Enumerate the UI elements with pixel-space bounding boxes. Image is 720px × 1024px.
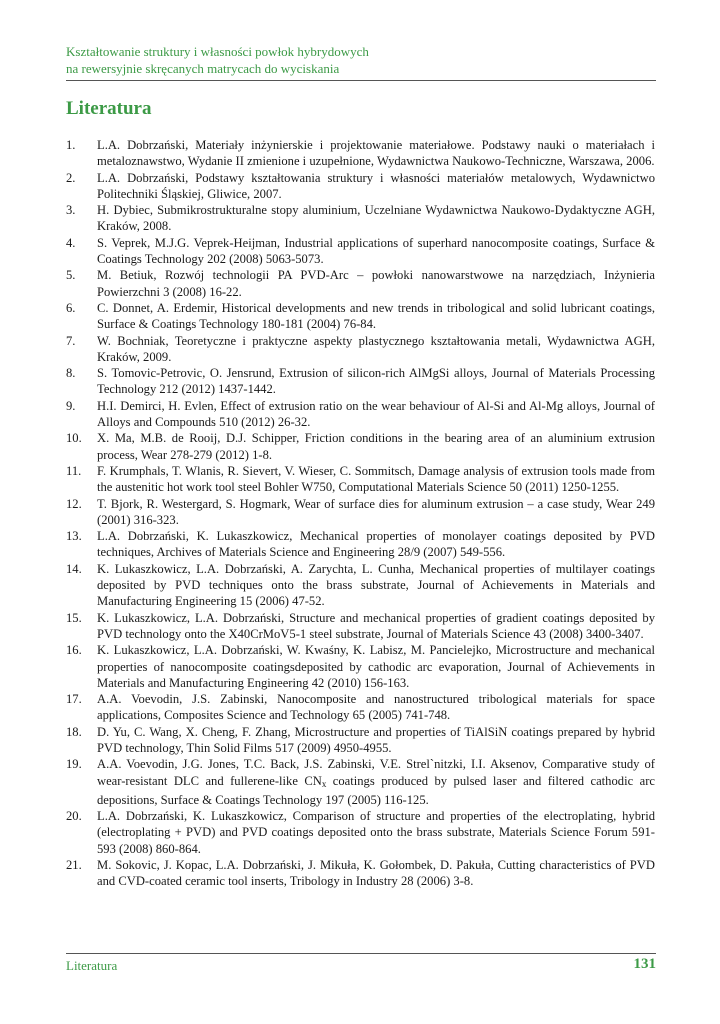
reference-text-part: A.A. Voevodin, J.G. Jones, T.C. Back, J.S. Zabinski, V.E. Strel`nitzki, I.I. Aksenov, Comparative study of wear-resistant DLC and fullerene-like CN bbox=[97, 757, 655, 788]
reference-item bbox=[66, 235, 655, 268]
reference-text: K. Lukaszkowicz, L.A. Dobrzański, Structure and mechanical properties of gradient coatings deposited by PVD technology onto the X40CrMoV5-1 steel substrate, Journal of Materials Science 43 (2008) 3400-3407. bbox=[97, 610, 655, 641]
footer-section-label: Literatura bbox=[66, 958, 118, 973]
reference-text bbox=[97, 756, 655, 808]
reference-item bbox=[66, 267, 655, 300]
reference-text: A.A. Voevodin, J.S. Zabinski, Nanocomposite and nanostructured tribological materials for space applications, Composites Science and Technology 65 (2005) 741-748. bbox=[97, 692, 655, 723]
subscript: x bbox=[321, 778, 327, 789]
reference-item bbox=[66, 756, 655, 808]
reference-number: 16. bbox=[66, 643, 82, 658]
reference-number: 13. bbox=[66, 529, 82, 544]
running-header-line: na rewersyjnie skręcanych matrycach do wyciskania bbox=[66, 61, 340, 76]
reference-item bbox=[66, 857, 655, 890]
reference-number: 7. bbox=[66, 333, 76, 348]
reference-number: 17. bbox=[66, 692, 82, 707]
reference-item bbox=[66, 137, 655, 170]
reference-text: F. Krumphals, T. Wlanis, R. Sievert, V. Wieser, C. Sommitsch, Damage analysis of extrusion tools made from the austenitic hot work tool steel Bohler W750, Computational Materials Science 50 (2011) 1250-1255. bbox=[97, 463, 655, 495]
reference-number: 19. bbox=[66, 757, 82, 772]
header-divider bbox=[66, 80, 656, 81]
reference-item bbox=[66, 808, 655, 857]
reference-text: H. Dybiec, Submikrostrukturalne stopy aluminium, Uczelniane Wydawnictwa Naukowo-Dydaktyczne AGH, Kraków, 2008. bbox=[97, 203, 655, 234]
reference-item bbox=[66, 300, 655, 333]
reference-number: 8. bbox=[66, 366, 76, 381]
reference-item bbox=[66, 463, 655, 496]
reference-text: H.I. Demirci, H. Evlen, Effect of extrusion ratio on the wear behaviour of Al-Si and Al-Mg alloys, Journal of Alloys and Compounds 510 (2012) 26-32. bbox=[97, 398, 655, 430]
reference-item bbox=[66, 333, 655, 366]
reference-item bbox=[66, 642, 655, 691]
reference-item bbox=[66, 398, 655, 431]
reference-number: 18. bbox=[66, 724, 82, 739]
reference-number: 12. bbox=[66, 496, 82, 511]
reference-text: L.A. Dobrzański, Podstawy kształtowania struktury i własności materiałów metalowych, Wydawnictwo Politechniki Śląskiej, Gliwice, 2007. bbox=[97, 170, 655, 201]
reference-number: 1. bbox=[66, 138, 76, 152]
reference-item bbox=[66, 202, 655, 235]
reference-item bbox=[66, 691, 655, 724]
reference-number: 9. bbox=[66, 398, 76, 413]
reference-text: K. Lukaszkowicz, L.A. Dobrzański, W. Kwaśny, K. Labisz, M. Pancielejko, Microstructure and mechanical properties of nanocomposite coatingsdeposited by cathodic arc evaporation, Journal of Achievements in Materials and Manufacturing Engineering 42 (2010) 156-163. bbox=[97, 643, 655, 690]
reference-number: 5. bbox=[66, 268, 76, 283]
reference-text: S. Veprek, M.J.G. Veprek-Heijman, Industrial applications of superhard nanocomposite coatings, Surface & Coatings Technology 202 (2008) 5063-5073. bbox=[97, 235, 655, 267]
reference-number: 11. bbox=[66, 463, 82, 478]
page-number: 131 bbox=[633, 956, 656, 972]
reference-number: 14. bbox=[66, 561, 82, 576]
reference-list bbox=[66, 137, 655, 890]
reference-item bbox=[66, 561, 655, 610]
footer-divider bbox=[66, 953, 656, 954]
reference-item bbox=[66, 365, 655, 398]
reference-text-part: coatings produced by pulsed laser and filtered cathodic arc depositions, Surface & Coatings Technology 197 (2005) 116-125. bbox=[97, 773, 655, 807]
reference-item bbox=[66, 724, 655, 757]
reference-item bbox=[66, 610, 655, 643]
reference-text: L.A. Dobrzański, K. Lukaszkowicz, Comparison of structure and properties of the electroplating, hybrid (electroplating + PVD) and PVD coatings deposited onto the brass substrate, Materials Science Forum 591-593 (2008) 860-864. bbox=[97, 809, 655, 856]
reference-text: S. Tomovic-Petrovic, O. Jensrund, Extrusion of silicon-rich AlMgSi alloys, Journal of Materials Processing Technology 212 (2012) 1437-1442. bbox=[97, 366, 655, 397]
reference-text: K. Lukaszkowicz, L.A. Dobrzański, A. Zarychta, L. Cunha, Mechanical properties of multilayer coatings deposited by PVD techniques onto the brass substrate, Journal of Achievements in Materials and Manufacturing Engineering 15 (2006) 47-52. bbox=[97, 561, 655, 609]
reference-item bbox=[66, 430, 655, 463]
reference-text: T. Bjork, R. Westergard, S. Hogmark, Wear of surface dies for aluminum extrusion – a case study, Wear 249 (2001) 316-323. bbox=[97, 496, 655, 527]
reference-text: W. Bochniak, Teoretyczne i praktyczne aspekty plastycznego kształtowania metali, Wydawnictwa AGH, Kraków, 2009. bbox=[97, 333, 655, 364]
running-header bbox=[66, 43, 656, 77]
reference-number: 20. bbox=[66, 809, 82, 824]
reference-text: X. Ma, M.B. de Rooij, D.J. Schipper, Friction conditions in the bearing area of an aluminium extrusion process, Wear 278-279 (2012) 1-8. bbox=[97, 431, 655, 462]
reference-item bbox=[66, 528, 655, 561]
reference-number: 2. bbox=[66, 170, 76, 185]
reference-text: M. Sokovic, J. Kopac, L.A. Dobrzański, J. Mikuła, K. Gołombek, D. Pakuła, Cutting characteristics of PVD and CVD-coated ceramic tool inserts, Tribology in Industry 28 (2006) 3-8. bbox=[97, 858, 655, 889]
reference-number: 4. bbox=[66, 235, 76, 250]
reference-item bbox=[66, 170, 655, 203]
reference-number: 15. bbox=[66, 610, 82, 625]
reference-number: 21. bbox=[66, 858, 82, 873]
reference-number: 10. bbox=[66, 431, 82, 446]
reference-text: L.A. Dobrzański, Materiały inżynierskie i projektowanie materiałowe. Podstawy nauki o materiałach i metaloznawstwo, Wydanie II zmienione i uzupełnione, Wydawnictwa Naukowo-Techniczne, Warszawa, 2006. bbox=[97, 138, 655, 169]
reference-number: 3. bbox=[66, 203, 76, 218]
reference-item bbox=[66, 496, 655, 529]
reference-text: L.A. Dobrzański, K. Lukaszkowicz, Mechanical properties of monolayer coatings deposited by PVD techniques, Archives of Materials Science and Engineering 28/9 (2007) 549-556. bbox=[97, 529, 655, 560]
running-header-line: Kształtowanie struktury i własności powłok hybrydowych bbox=[66, 44, 369, 59]
reference-number: 6. bbox=[66, 300, 76, 315]
reference-text: D. Yu, C. Wang, X. Cheng, F. Zhang, Microstructure and properties of TiAlSiN coatings prepared by hybrid PVD technology, Thin Solid Films 517 (2009) 4950-4955. bbox=[97, 724, 655, 755]
reference-text: M. Betiuk, Rozwój technologii PA PVD-Arc – powłoki nanowarstwowe na narzędziach, Inżynieria Powierzchni 3 (2008) 16-22. bbox=[97, 268, 655, 299]
section-title: Literatura bbox=[66, 98, 152, 119]
reference-text: C. Donnet, A. Erdemir, Historical developments and new trends in tribological and solid lubricant coatings, Surface & Coatings Technology 180-181 (2004) 76-84. bbox=[97, 300, 655, 332]
